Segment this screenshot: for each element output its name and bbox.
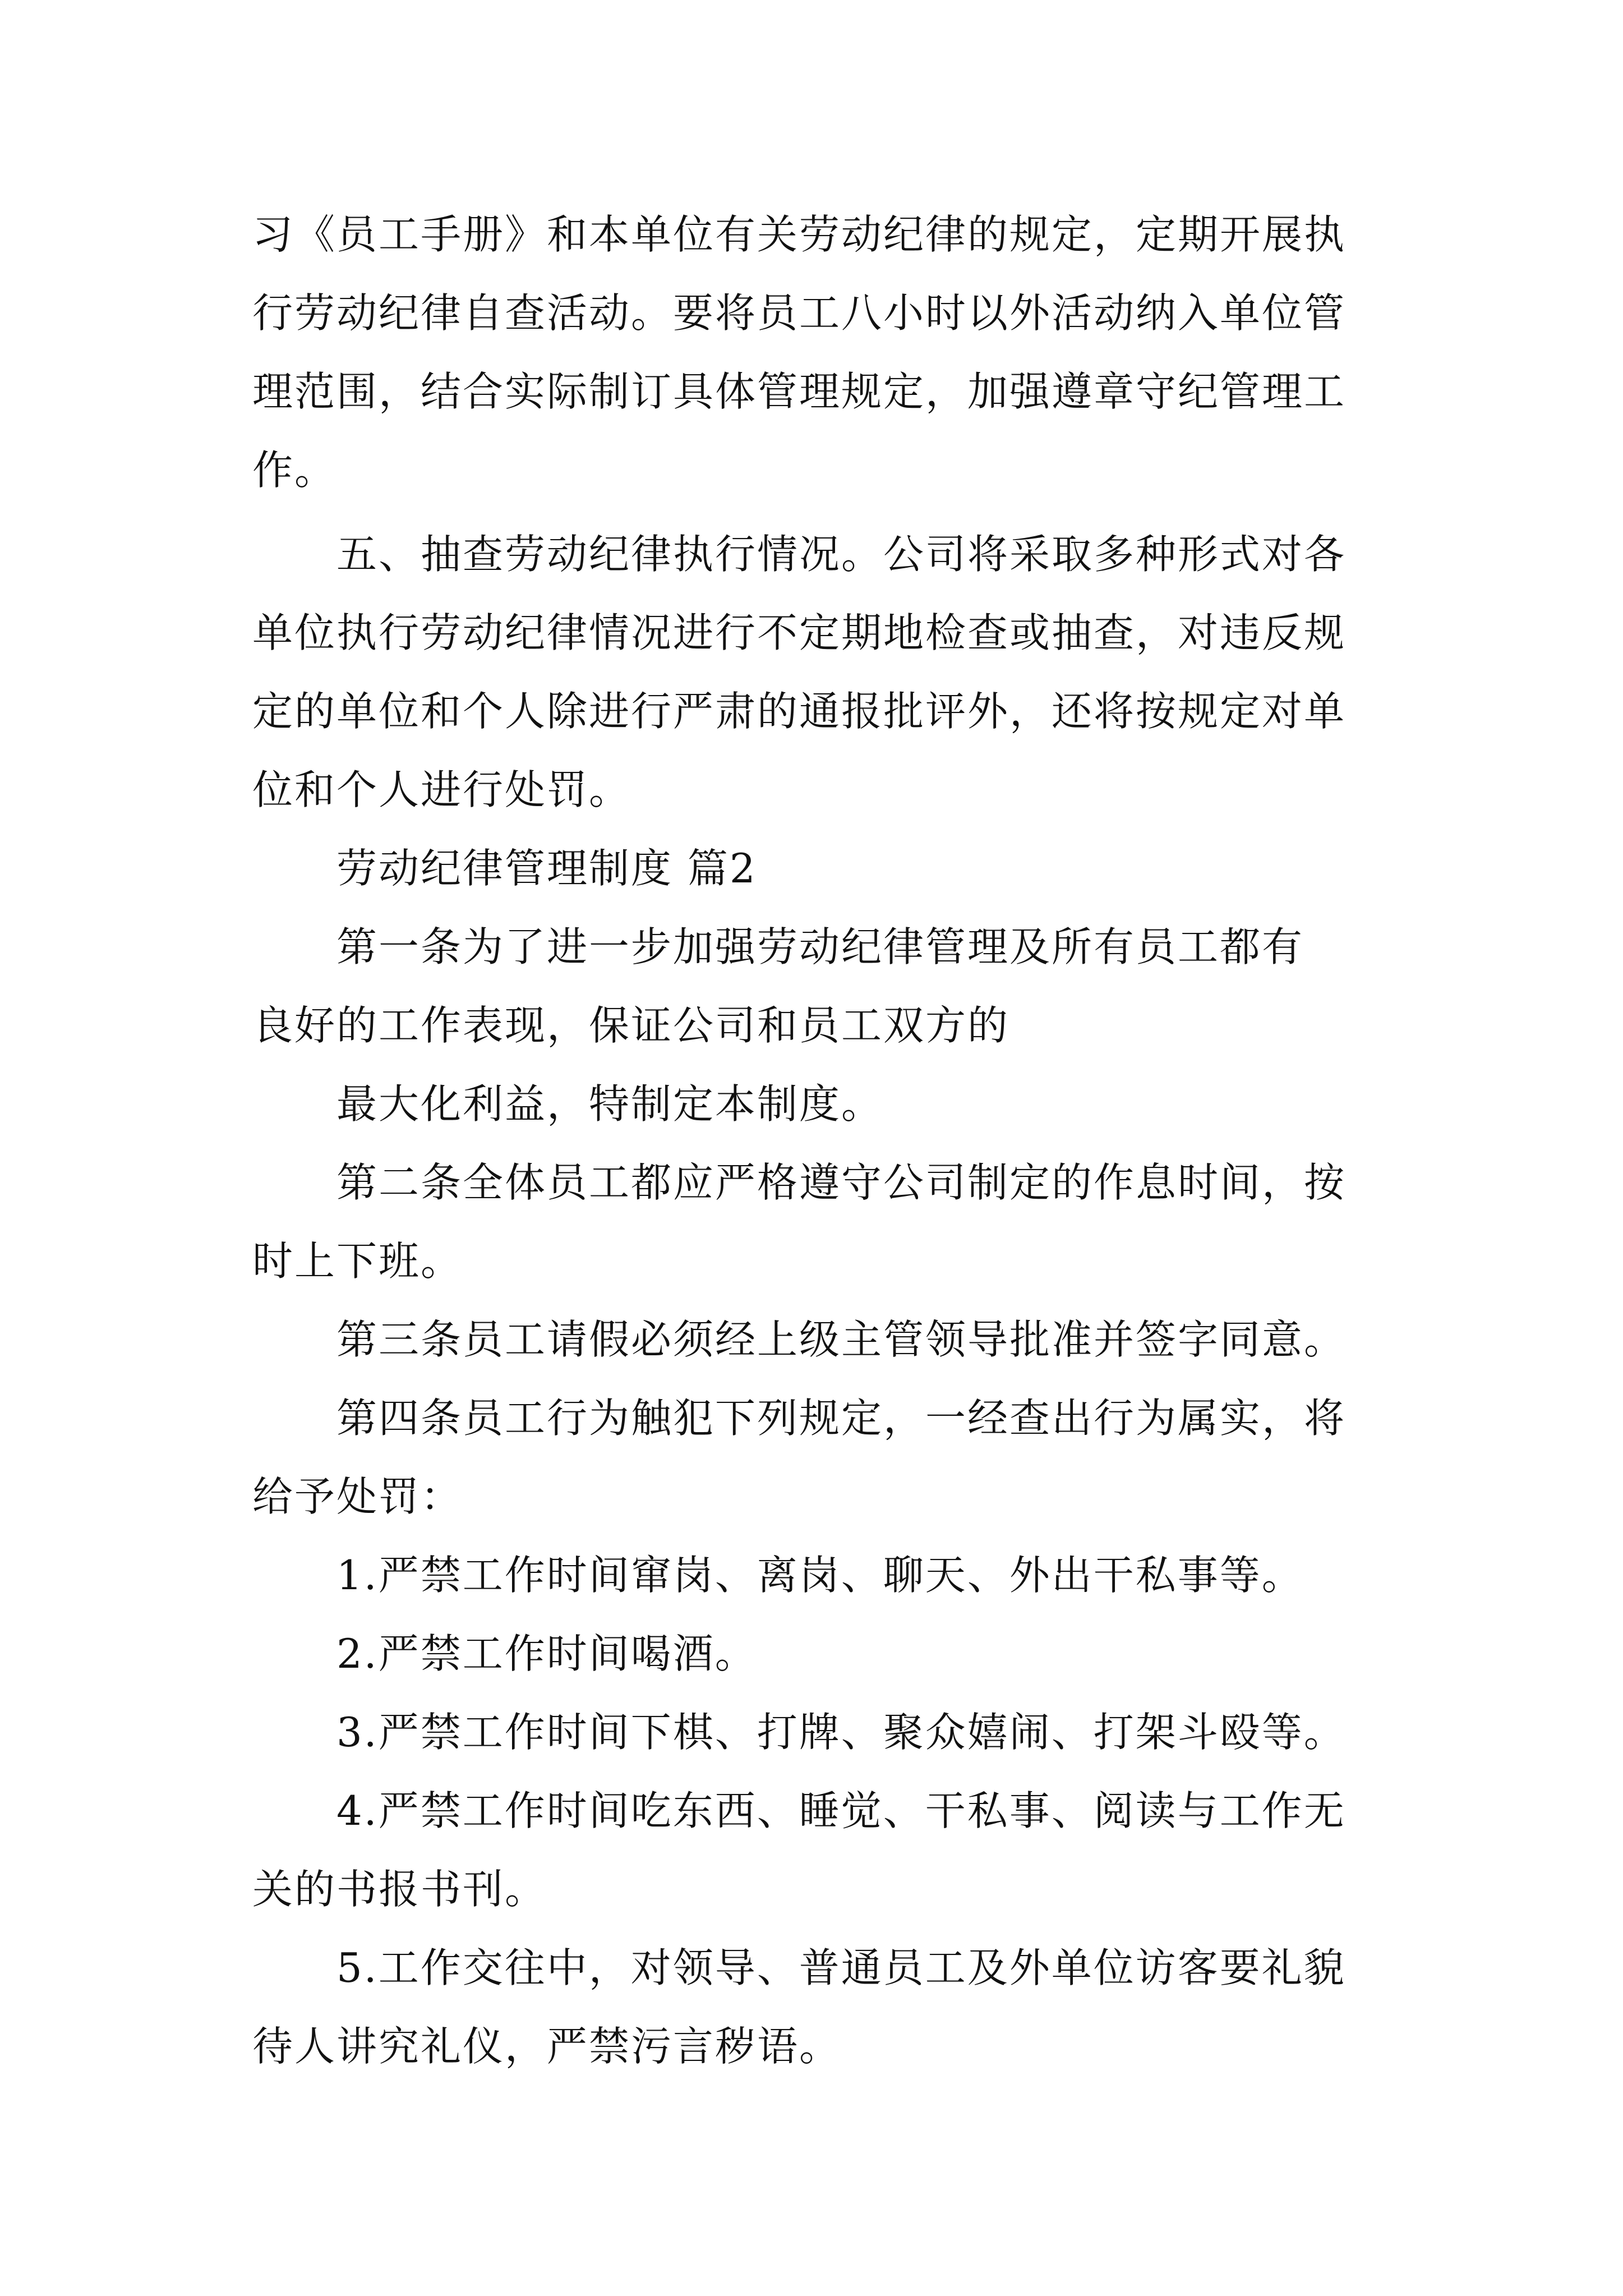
rule-item: 4.严禁工作时间吃东西、睡觉、干私事、阅读与工作无 <box>336 1787 1346 1834</box>
paragraph-heading: 五、抽查劳动纪律执行情况。公司将采取多种形式对各 <box>336 531 1347 578</box>
text-line: 理范围，结合实际制订具体管理规定，加强遵章守纪管理工 <box>252 368 1347 415</box>
text-line: 关的书报书刊。 <box>252 1866 547 1913</box>
rule-item: 3.严禁工作时间下棋、打牌、聚众嬉闹、打架斗殴等。 <box>336 1709 1346 1756</box>
text-line: 单位执行劳动纪律情况进行不定期地检查或抽查，对违反规 <box>252 609 1347 656</box>
article-line: 第二条全体员工都应严格遵守公司制定的作息时间，按 <box>336 1159 1347 1206</box>
article-line: 第三条员工请假必须经上级主管领导批准并签字同意。 <box>336 1316 1347 1363</box>
article-line: 第一条为了进一步加强劳动纪律管理及所有员工都有 <box>336 923 1304 970</box>
text-line: 给予处罚： <box>252 1473 463 1520</box>
article-line: 第四条员工行为触犯下列规定，一经查出行为属实，将 <box>336 1395 1347 1442</box>
text-line: 良好的工作表现，保证公司和员工双方的 <box>252 1002 1010 1049</box>
rule-item: 2.严禁工作时间喝酒。 <box>336 1630 757 1677</box>
rule-item: 1.严禁工作时间窜岗、离岗、聊天、外出干私事等。 <box>336 1552 1304 1599</box>
section-title: 劳动纪律管理制度 篇2 <box>336 845 757 892</box>
text-line: 行劳动纪律自查活动。要将员工八小时以外活动纳入单位管 <box>252 289 1347 337</box>
text-line: 定的单位和个人除进行严肃的通报批评外，还将按规定对单 <box>252 688 1347 735</box>
text-line: 待人讲究礼仪，严禁污言秽语。 <box>252 2023 842 2070</box>
document-body <box>252 203 1391 2093</box>
text-line: 最大化利益，特制定本制度。 <box>336 1080 884 1128</box>
rule-item: 5.工作交往中，对领导、普通员工及外单位访客要礼貌 <box>336 1944 1346 1991</box>
text-line: 时上下班。 <box>252 1237 463 1285</box>
text-line: 习《员工手册》和本单位有关劳动纪律的规定，定期开展执 <box>252 211 1347 258</box>
text-line: 位和个人进行处罚。 <box>252 766 631 813</box>
text-line: 作。 <box>252 447 337 494</box>
